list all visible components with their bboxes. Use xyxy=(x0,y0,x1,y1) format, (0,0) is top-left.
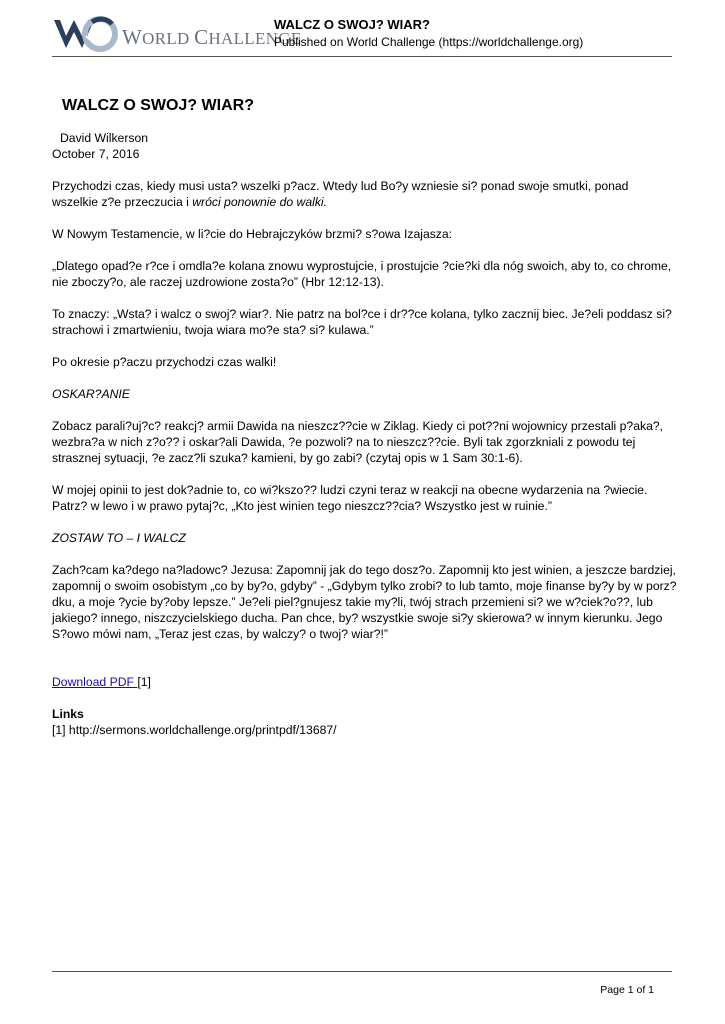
article-date: October 7, 2016 xyxy=(52,147,140,161)
paragraph-5: Po okresie p?aczu przychodzi czas walki! xyxy=(52,355,277,369)
link-reference-1: [1] http://sermons.worldchallenge.org/printpdf/13687/ xyxy=(52,723,337,737)
paragraph-1: Przychodzi czas, kiedy musi usta? wszelki p?acz. Wtedy lud Bo?y wzniesie si? ponad swoje smutki, ponad wszelkie z?e przeczucia i wróci ponownie do walki. xyxy=(52,179,629,209)
page-number: Page 1 of 1 xyxy=(600,984,654,996)
links-heading: Links xyxy=(52,707,84,721)
world-challenge-logo xyxy=(52,14,302,54)
paragraph-6: Zobacz parali?uj?c? reakcj? armii Dawida na nieszcz??cie w Ziklag. Kiedy ci pot??ni wojownicy przestali p?aka?, wezbra?a w nich z?o?? i oskar?ali Dawida, ?e pozwoli? na to nieszcz??cie. Byli tak zgorzkniali z powodu tej strasznej sytuacji, ?e zacz?li szuka? kamieni, by go zabi? (czytaj opis w 1 Sam 30:1-6). xyxy=(52,419,664,465)
header-divider xyxy=(52,56,672,57)
paragraph-7: W mojej opinii to jest dok?adnie to, co wi?kszo?? ludzi czyni teraz w reakcji na obecne wydarzenia na ?wiecie. Patrz? w lewo i w prawo pytaj?c, „Kto jest winien tego nieszcz??cia? Wszystko jest w ruinie.” xyxy=(52,483,648,513)
paragraph-4: To znaczy: „Wsta? i walcz o swoj? wiar?. Nie patrz na bol?ce i dr??ce kolana, tylko zacznij biec. Je?eli poddasz si? strachowi i zmartwieniu, twoja wiara mo?e sta? si? kulawa.” xyxy=(52,307,672,337)
section-heading-zostaw: ZOSTAW TO – I WALCZ xyxy=(52,531,186,545)
paragraph-3: „Dlatego opad?e r?ce i omdla?e kolana znowu wyprostujcie, i prostujcie ?cie?ki dla nóg swoich, aby to, co chrome, nie zboczy?o, ale raczej uzdrowione zosta?o” (Hbr 12:12-13). xyxy=(52,259,672,289)
paragraph-8: Zach?cam ka?dego na?ladowc? Jezusa: Zapomnij jak do tego dosz?o. Zapomnij kto jest winien, a jeszcze bardziej, zapomnij o swoim osobistym „co by by?o, gdyby” - „Gdybym tylko zrobi? to lub tamto, moje finanse by?y by w porz?dku, a moje ?ycie by?oby lepsze.” Je?eli piel?gnujesz takie my?li, twój strach przemieni si? we w?ciek?o??, lub jakiego? innego, niszczycielskiego ducha. Pan chce, by? wszystkie swoje si?y skierowa? w innym kierunku. Jego S?owo mówi nam, „Teraz jest czas, by walczy? o twoj? wiar?!” xyxy=(52,563,677,641)
download-row xyxy=(52,674,677,690)
footer-divider xyxy=(52,971,672,972)
download-pdf-link[interactable]: Download PDF xyxy=(52,675,138,689)
header-title: WALCZ O SWOJ? WIAR? xyxy=(274,17,430,32)
header-published: Published on World Challenge (https://worldchallenge.org) xyxy=(274,35,584,49)
page-header xyxy=(52,14,672,54)
paragraph-2: W Nowym Testamencie, w li?cie do Hebrajczyków brzmi? s?owa Izajasza: xyxy=(52,227,453,241)
download-ref: [1] xyxy=(137,675,151,689)
logo-wordmark: WORLD CHALLENGE xyxy=(122,25,302,49)
article-body xyxy=(52,96,677,738)
wc-globe-icon xyxy=(52,14,120,54)
article-author: David Wilkerson xyxy=(60,131,149,145)
article-title: WALCZ O SWOJ? WIAR? xyxy=(62,97,254,114)
section-heading-oskarzanie: OSKAR?ANIE xyxy=(52,387,130,401)
